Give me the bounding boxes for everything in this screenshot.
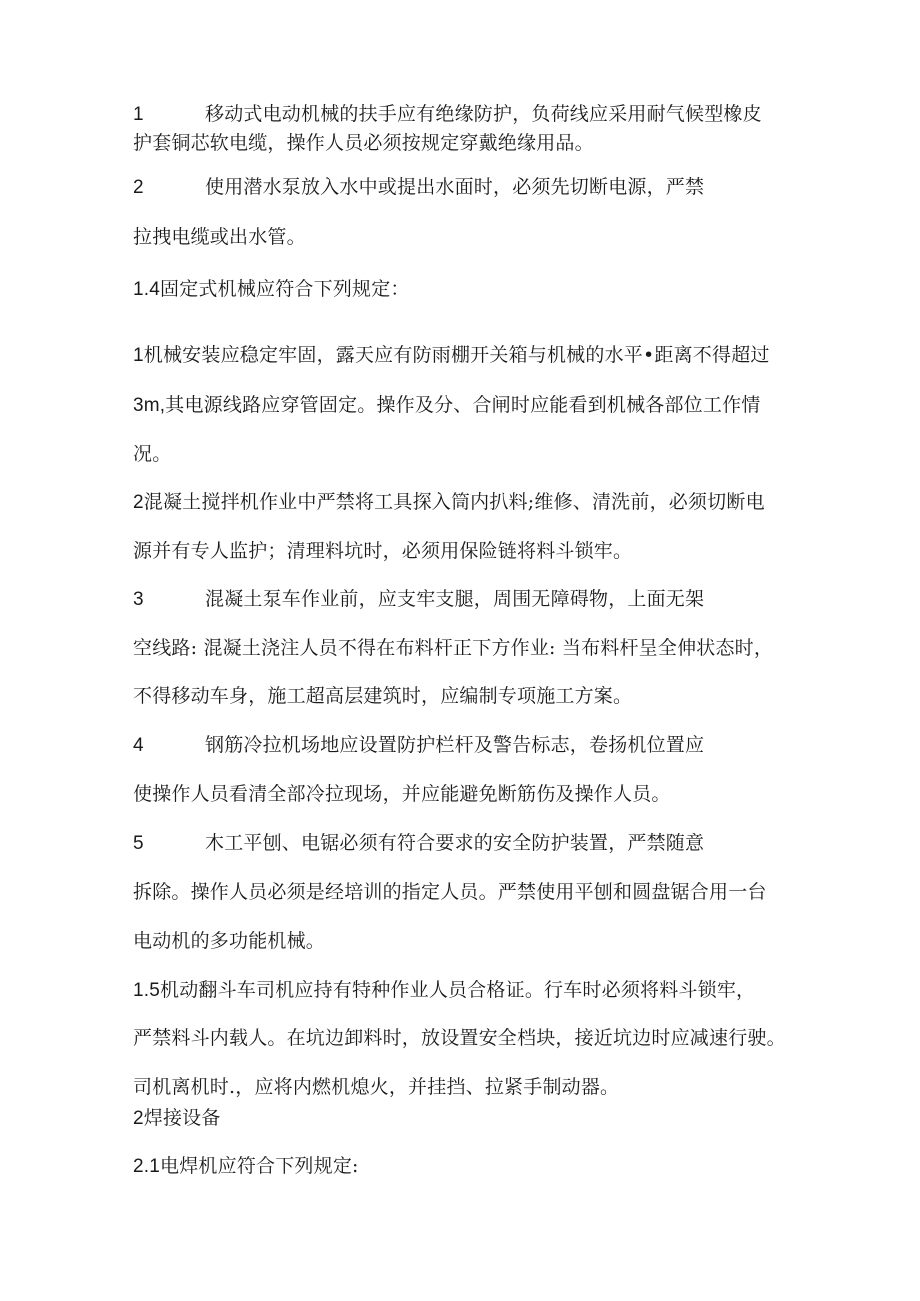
p6-line1: 4 钢筋冷拉机场地应设置防护栏杆及警告标志，卷扬机位置应 — [133, 732, 704, 759]
p1-line2: 护套铜芯软电缆，操作人员必须按规定穿戴绝缘用品。 — [133, 132, 594, 154]
p5-number: 3 — [133, 589, 144, 610]
p7-line2: 拆除。操作人员必须是经培训的指定人员。严禁使用平刨和圆盘锯合用一台 — [133, 881, 767, 903]
p5-line1: 3 混凝土泵车作业前，应支牢支腿，周围无障碍物，上面无架 — [133, 586, 704, 613]
p4-line1: 2混凝土搅拌机作业中严禁将工具探入筒内扒料;维修、清洗前，必须切断电 — [133, 491, 765, 513]
heading-2-1: 2.1电焊机应符合下列规定: — [133, 1155, 359, 1177]
h15-line2: 严禁料斗内载人。在坑边卸料时，放设置安全档块，接近坑边时应减速行驶。 — [133, 1027, 786, 1049]
heading-2: 2焊接设备 — [133, 1107, 221, 1129]
p3-line1: 1机械安装应稳定牢固，露天应有防雨棚开关箱与机械的水平•距离不得超过 — [133, 344, 770, 366]
p2-line1: 2 使用潜水泵放入水中或提出水面时，必须先切断电源，严禁 — [133, 174, 704, 201]
p1-number: 1 — [133, 104, 144, 125]
heading-1-4: 1.4固定式机械应符合下列规定： — [133, 278, 410, 300]
p6-number: 4 — [133, 735, 144, 756]
p7-number: 5 — [133, 833, 144, 854]
h15-line1: 1.5机动翻斗车司机应持有特种作业人员合格证。行车时必须将料斗锁牢， — [133, 979, 756, 1001]
p7-line1: 5 木工平刨、电锯必须有符合要求的安全防护装置，严禁随意 — [133, 830, 704, 857]
p3-line2: 3m,其电源线路应穿管固定。操作及分、合闸时应能看到机械各部位工作情 — [133, 394, 761, 416]
p4-line2: 源并有专人监护；清理料坑时，必须用保险链将料斗锁牢。 — [133, 540, 633, 562]
p6-line2: 使操作人员看清全部冷拉现场，并应能避免断筋伤及操作人员。 — [133, 783, 671, 805]
p2-line2: 拉拽电缆或出水管。 — [133, 226, 306, 248]
p2-number: 2 — [133, 177, 144, 198]
p1-line1: 1 移动式电动机械的扶手应有绝缘防护，负荷线应采用耐气候型橡皮 — [133, 101, 762, 128]
p7-line3: 电动机的多功能机械。 — [133, 930, 326, 952]
p5-line3: 不得移动车身，施工超高层建筑时，应编制专项施工方案。 — [133, 685, 633, 707]
p3-line3: 况。 — [133, 443, 172, 465]
p5-line2: 空线路: 混凝土浇注人员不得在布料杆正下方作业: 当布料杆呈全伸状态时， — [133, 637, 774, 659]
h15-line3: 司机离机时.，应将内燃机熄火，并挂挡、拉紧手制动器。 — [133, 1076, 620, 1098]
